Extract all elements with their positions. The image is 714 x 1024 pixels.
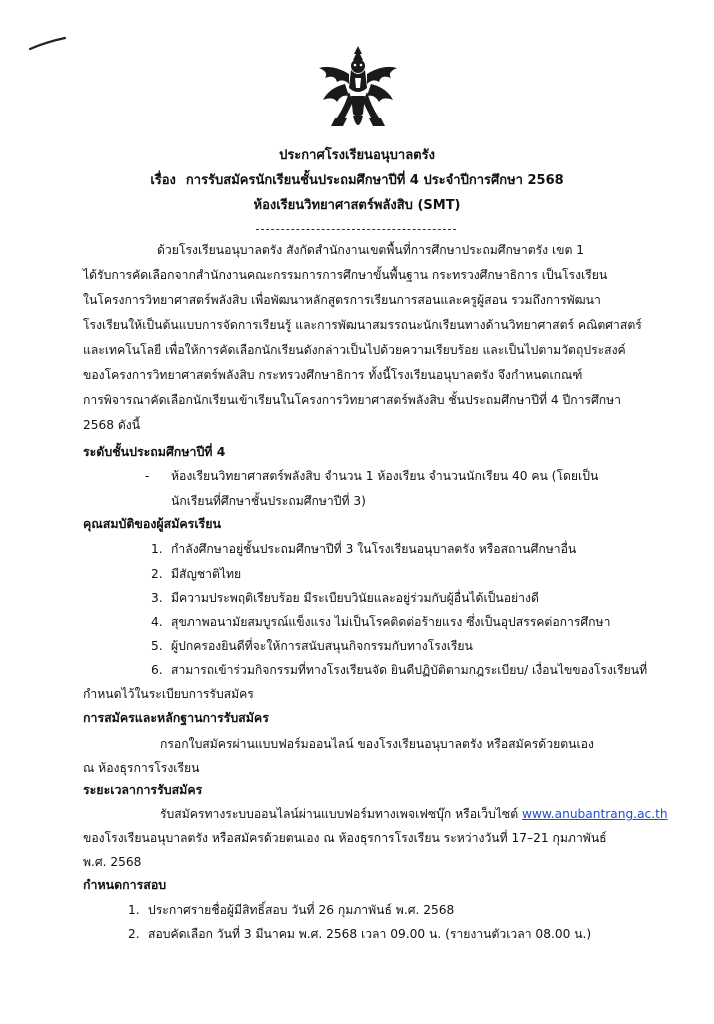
- level-line-continued: นักเรียนที่ศึกษาชั้นประถมศึกษาปีที่ 3): [171, 494, 366, 508]
- intro-paragraph: [83, 238, 665, 438]
- period-line: ของโรงเรียนอนุบาลตรัง หรือสมัครด้วยตนเอง ณ ห้องธุรการโรงเรียน ระหว่างวันที่ 17–21 กุมภาพันธ์: [83, 831, 607, 845]
- qualification-item: [151, 540, 576, 558]
- application-line: กรอกใบสมัครผ่านแบบฟอร์มออนไลน์ ของโรงเรียนอนุบาลตรัง หรือสมัครด้วยตนเอง: [160, 737, 594, 751]
- item-number: 5.: [151, 639, 163, 653]
- qualification-item: [151, 565, 241, 583]
- level-line: [145, 467, 598, 485]
- item-text: สุขภาพอนามัยสมบูรณ์แข็งแรง ไม่เป็นโรคติดต่อร้ายแรง ซึ่งเป็นอุปสรรคต่อการศึกษา: [171, 615, 611, 629]
- item-text: กำลังศึกษาอยู่ชั้นประถมศึกษาปีที่ 3 ในโรงเรียนอนุบาลตรัง หรือสถานศึกษาอื่น: [171, 542, 577, 556]
- intro-line: และเทคโนโลยี เพื่อให้การคัดเลือกนักเรียนดังกล่าวเป็นไปด้วยความเรียบร้อย และเป็นไปตามวัตถุประสงค์: [83, 343, 626, 357]
- period-line: พ.ศ. 2568: [83, 855, 142, 869]
- intro-line: 2568 ดังนี้: [83, 418, 141, 432]
- item-text: สอบคัดเลือก วันที่ 3 มีนาคม พ.ศ. 2568 เวลา 09.00 น. (รายงานตัวเวลา 08.00 น.): [148, 927, 592, 941]
- period-heading: ระยะเวลาการรับสมัคร: [83, 782, 203, 797]
- intro-line: ได้รับการคัดเลือกจากสำนักงานคณะกรรมการการศึกษาขั้นพื้นฐาน กระทรวงศึกษาธิการ เป็นโรงเรียน: [83, 268, 608, 282]
- pen-mark-icon: [28, 36, 68, 52]
- garuda-emblem-icon: [315, 44, 401, 136]
- item-number: 6.: [151, 663, 163, 677]
- period-text: รับสมัครทางระบบออนไลน์ผ่านแบบฟอร์มทางเพจเฟซบุ๊ก หรือเว็บไซต์: [160, 807, 519, 821]
- qualification-item: [151, 613, 610, 631]
- item-number: 3.: [151, 591, 163, 605]
- item-number: 1.: [151, 542, 163, 556]
- qualifications-heading: คุณสมบัติของผู้สมัครเรียน: [83, 516, 221, 531]
- item-text: ผู้ปกครองยินดีที่จะให้การสนับสนุนกิจกรรมกับทางโรงเรียน: [171, 639, 473, 653]
- application-line: ณ ห้องธุรการโรงเรียน: [83, 761, 200, 775]
- qualification-item: [151, 589, 539, 607]
- item-text: สามารถเข้าร่วมกิจกรรมที่ทางโรงเรียนจัด ยินดีปฏิบัติตามกฎระเบียบ/ เงื่อนไขของโรงเรียนที่: [171, 663, 648, 677]
- intro-line: ด้วยโรงเรียนอนุบาลตรัง สังกัดสำนักงานเขตพื้นที่การศึกษาประถมศึกษาตรัง เขต 1: [157, 243, 585, 257]
- application-heading: การสมัครและหลักฐานการรับสมัคร: [83, 710, 269, 725]
- bullet-dash: -: [145, 469, 150, 483]
- item-number: 2.: [151, 567, 163, 581]
- qualification-continuation: กำหนดไว้ในระเบียบการรับสมัคร: [83, 687, 254, 701]
- exam-heading: กำหนดการสอบ: [83, 877, 167, 892]
- item-text: ประกาศรายชื่อผู้มีสิทธิ์สอบ วันที่ 26 กุมภาพันธ์ พ.ศ. 2568: [148, 903, 455, 917]
- item-number: 4.: [151, 615, 163, 629]
- qualification-item: [151, 637, 473, 655]
- item-number: 2.: [128, 927, 140, 941]
- item-number: 1.: [128, 903, 140, 917]
- intro-line: ของโครงการวิทยาศาสตร์พลังสิบ กระทรวงศึกษาธิการ ทั้งนี้โรงเรียนอนุบาลตรัง จึงกำหนดเกณฑ์: [83, 368, 583, 382]
- item-text: มีสัญชาติไทย: [171, 567, 242, 581]
- announcement-title: ประกาศโรงเรียนอนุบาลตรัง: [279, 148, 435, 163]
- program-title: ห้องเรียนวิทยาศาสตร์พลังสิบ (SMT): [253, 198, 461, 213]
- period-line: [160, 805, 668, 823]
- intro-line: การพิจารณาคัดเลือกนักเรียนเข้าเรียนในโครงการวิทยาศาสตร์พลังสิบ ชั้นประถมศึกษาปีที่ 4 ปีการศึกษา: [83, 393, 621, 407]
- item-text: มีความประพฤติเรียบร้อย มีระเบียบวินัยและอยู่ร่วมกับผู้อื่นได้เป็นอย่างดี: [171, 591, 539, 605]
- school-website-link[interactable]: www.anubantrang.ac.th: [521, 807, 668, 821]
- level-text: ห้องเรียนวิทยาศาสตร์พลังสิบ จำนวน 1 ห้องเรียน จำนวนนักเรียน 40 คน (โดยเป็น: [171, 469, 599, 483]
- exam-item: [128, 925, 591, 943]
- intro-line: โรงเรียนให้เป็นต้นแบบการจัดการเรียนรู้ และการพัฒนาสมรรถนะนักเรียนทางด้านวิทยาศาสตร์ คณิตศาสตร์: [83, 318, 642, 332]
- subject-text: การรับสมัครนักเรียนชั้นประถมศึกษาปีที่ 4 ประจำปีการศึกษา 2568: [185, 173, 564, 188]
- subject-label: เรื่อง: [150, 173, 176, 188]
- exam-item: [128, 901, 454, 919]
- announcement-subject: [0, 172, 714, 190]
- level-heading: ระดับชั้นประถมศึกษาปีที่ 4: [83, 444, 226, 459]
- intro-line: ในโครงการวิทยาศาสตร์พลังสิบ เพื่อพัฒนาหลักสูตรการเรียนการสอนและครูผู้สอน รวมถึงการพัฒนา: [83, 293, 601, 307]
- title-divider: [256, 229, 456, 230]
- qualification-item: [151, 661, 647, 679]
